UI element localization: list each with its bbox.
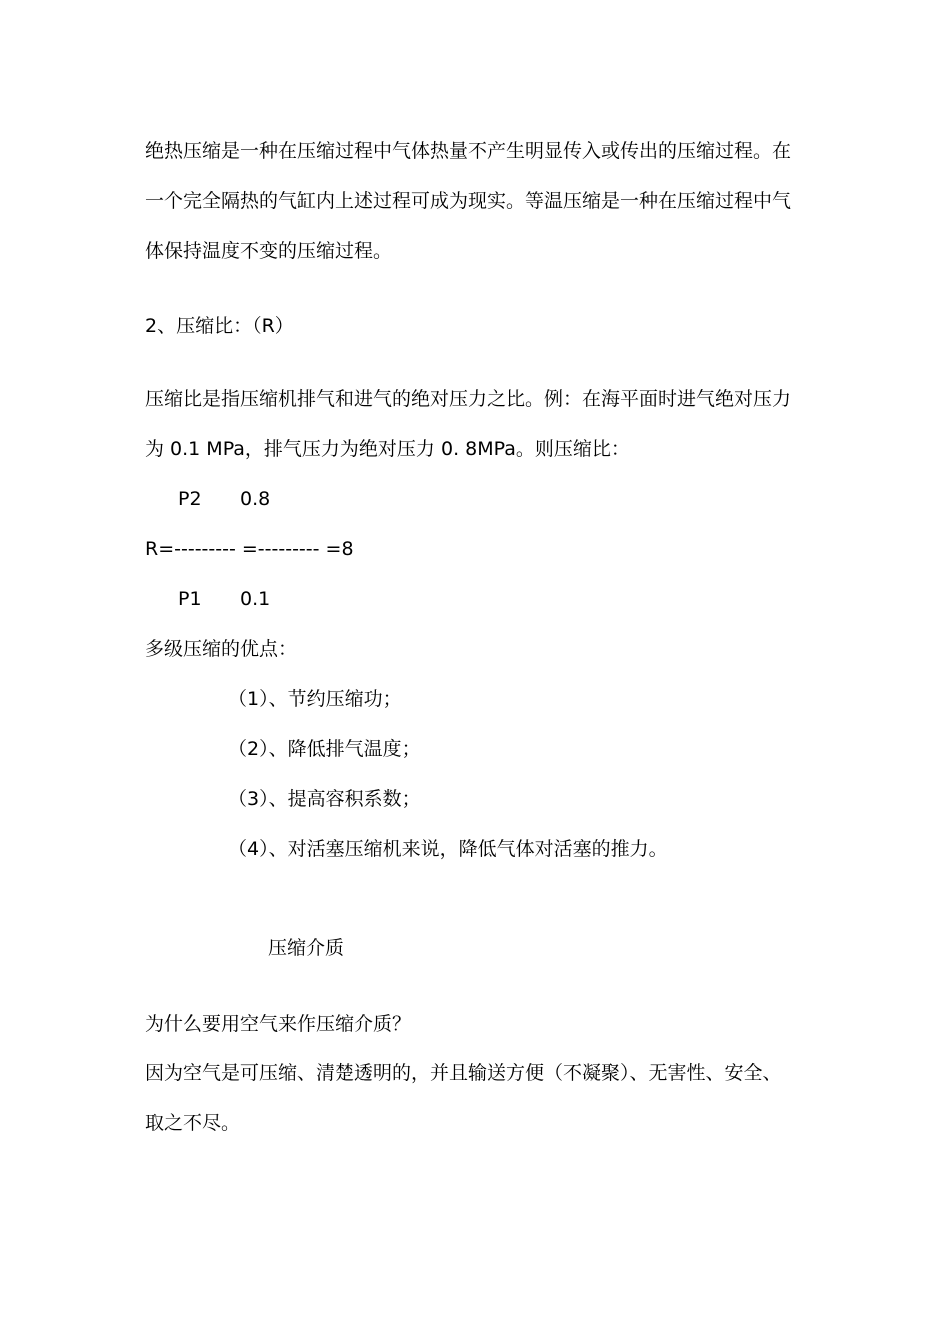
advantages-title: 多级压缩的优点： bbox=[145, 638, 298, 660]
question-line: 为什么要用空气来作压缩介质？ bbox=[145, 1013, 412, 1035]
answer-line-1: 因为空气是可压缩、清楚透明的，并且输送方便（不凝聚）、无害性、安全、 bbox=[145, 1062, 782, 1084]
section-heading-compression-medium: 压缩介质 bbox=[268, 937, 345, 959]
answer-line-2: 取之不尽。 bbox=[145, 1112, 241, 1134]
definition-line-2: 为 0.1 MPa，排气压力为绝对压力 0. 8MPa。则压缩比： bbox=[145, 438, 630, 460]
paragraph-adiabatic-line-3: 体保持温度不变的压缩过程。 bbox=[145, 240, 393, 262]
formula-p2: P2 bbox=[178, 488, 202, 510]
advantage-item-3: （3）、提高容积系数； bbox=[228, 788, 421, 810]
section-heading-compression-ratio: 2、压缩比：（R） bbox=[145, 315, 294, 337]
formula-equation: R=--------- =--------- =8 bbox=[145, 538, 354, 560]
definition-line-1: 压缩比是指压缩机排气和进气的绝对压力之比。例：在海平面时进气绝对压力 bbox=[145, 388, 792, 410]
formula-p1: P1 bbox=[178, 588, 202, 610]
paragraph-adiabatic-line-2: 一个完全隔热的气缸内上述过程可成为现实。等温压缩是一种在压缩过程中气 bbox=[145, 190, 792, 212]
advantage-item-2: （2）、降低排气温度； bbox=[228, 738, 421, 760]
formula-value-0-1: 0.1 bbox=[240, 588, 271, 610]
formula-value-0-8: 0.8 bbox=[240, 488, 271, 510]
advantage-item-1: （1）、节约压缩功； bbox=[228, 688, 402, 710]
paragraph-adiabatic-line-1: 绝热压缩是一种在压缩过程中气体热量不产生明显传入或传出的压缩过程。在 bbox=[145, 140, 792, 162]
advantage-item-4: （4）、对活塞压缩机来说，降低气体对活塞的推力。 bbox=[228, 838, 668, 860]
